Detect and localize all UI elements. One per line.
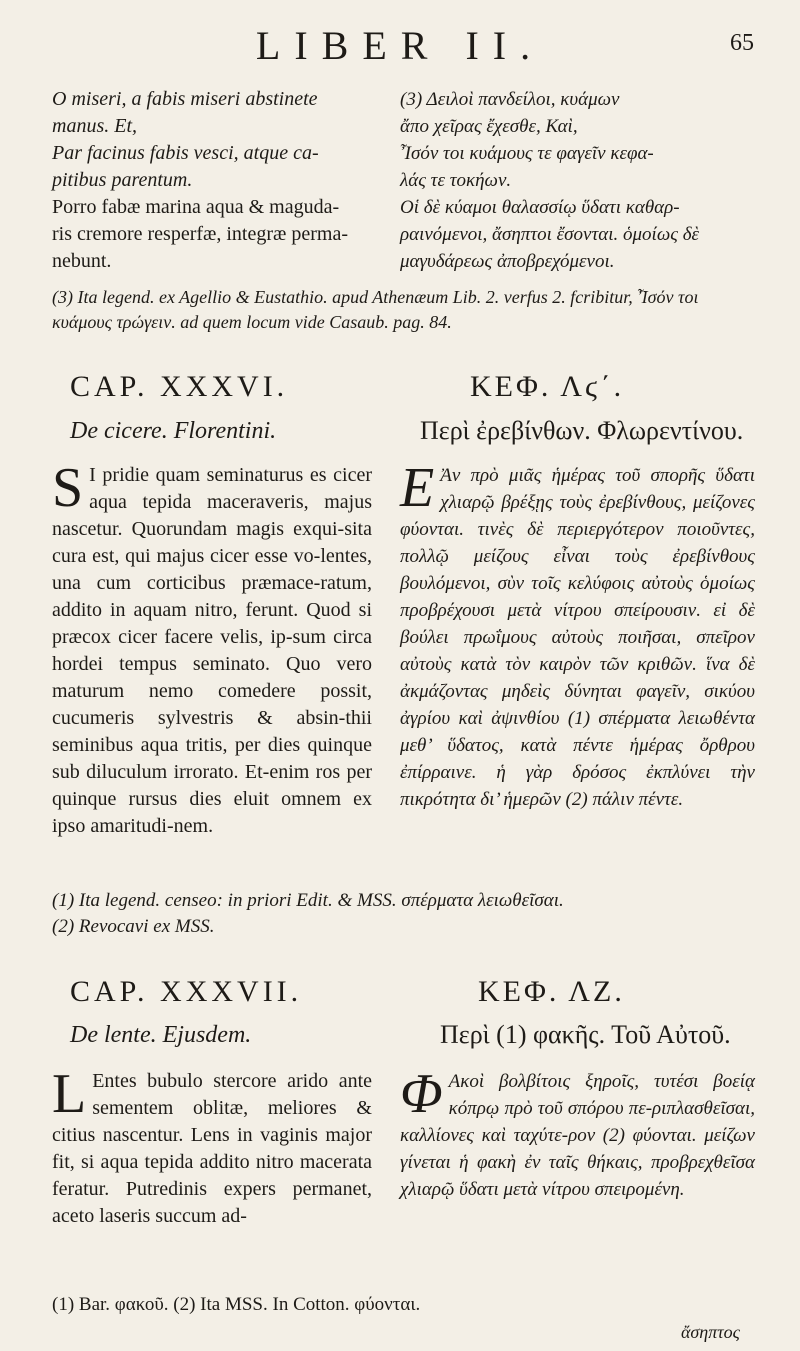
- latin-paragraph: [52, 1063, 372, 1230]
- top-greek-column: [400, 86, 755, 275]
- top-latin-line: pitibus parentum.: [52, 169, 193, 191]
- latin-chapter-heading: CAP. XXXVI.: [70, 370, 289, 403]
- running-head: [0, 22, 800, 72]
- greek-paragraph: [400, 457, 755, 813]
- greek-paragraph-text: Ακοὶ βολβίτοις ξηροῖς, τυτέσι βοείᾳ κόπρῳ πρὸ τοῦ σπόρου πε-ριπλασθεῖσαι, καλλίονες καὶ ταχύτε-ρον (2) φύονται. μείζων γίνεται ἡ φακὴ ἐν ταῖς θήκαις, προβρεχθεῖσα χλιαρῷ ὕδατι μετὰ νίτρου σπειρομένη.: [400, 1071, 755, 1200]
- latin-chapter-heading: CAP. XXXVII.: [70, 975, 303, 1008]
- top-greek-line: (3) Δειλοὶ πανδείλοι, κυάμων: [400, 89, 620, 110]
- latin-paragraph-text: I pridie quam seminaturus es cicer aqua tepida maceraveris, majus nascetur. Quorundam magis exqui-sita cura est, qui majus cicer esse vo-lentes, una cum corticibus præmace-ratum, addito in aquam nitro, ferunt. Quod si præcox cicer facere velis, ip-sum circa hordei tempus seminato. Quo vero maturum nemo comedere possit, cucumeris sylvestris & absin-thii seminibus aqua tritis, per dies quinque sub diluculum irrorato. Et-enim ros per quinque rursus dies eluit omnem ex ipso amaritudi-nem.: [52, 464, 372, 837]
- top-greek-line: ἄπο χεῖρας ἔχεσθε, Καὶ,: [400, 116, 578, 137]
- latin-chapter-text: [52, 1063, 372, 1230]
- greek-chapter-text: [400, 1063, 755, 1203]
- latin-chapter-subtitle: De lente. Ejusdem.: [70, 1022, 252, 1048]
- top-greek-line: λάς τε τοκήων.: [400, 170, 512, 191]
- latin-chapter-text: [52, 457, 372, 840]
- top-latin-line: Par facinus fabis vesci, atque ca-: [52, 142, 319, 164]
- top-latin-line: nebunt.: [52, 250, 112, 272]
- top-latin-column: [52, 86, 372, 275]
- drop-cap: Φ: [400, 1063, 443, 1125]
- greek-chapter-heading: ΚΕΦ. ΛΖ.: [478, 975, 625, 1008]
- catchword: ἄσηπτος: [680, 1322, 740, 1342]
- drop-cap: L: [52, 1063, 87, 1125]
- running-title: LIBER II.: [255, 23, 545, 68]
- top-greek-line: Οἱ δὲ κύαμοι θαλασσίῳ ὕδατι καθαρ-: [400, 197, 680, 218]
- greek-chapter-subtitle: Περὶ ἐρεβίνθων. Φλωρεντίνου.: [420, 416, 744, 445]
- greek-chapter-heading: ΚΕΦ. Λϛ΄.: [470, 370, 625, 403]
- footnote-1: (1) Ita legend. censeo: in priori Edit. & MSS. σπέρματα λειωθεῖσαι.: [52, 890, 564, 911]
- drop-cap: Ε: [400, 457, 435, 519]
- latin-paragraph: [52, 457, 372, 840]
- latin-paragraph-text: Entes bubulo stercore arido ante sementem oblitæ, meliores & citius nascentur. Lens in vaginis major fit, si aqua tepida addito nitro macerata feratur. Putredinis expers permanet, aceto laseris succum ad-: [52, 1070, 372, 1227]
- greek-chapter-subtitle: Περὶ (1) φακῆς. Τοῦ Αὐτοῦ.: [440, 1020, 731, 1049]
- latin-chapter-subtitle: De cicere. Florentini.: [70, 418, 277, 444]
- drop-cap: S: [52, 457, 84, 519]
- top-latin-line: manus. Et,: [52, 115, 137, 137]
- footnote-3: (3) Ita legend. ex Agellio & Eustathio. apud Athenæum Lib. 2. verfus 2. fcribitur, Ἶσόν τοι κυάμους τρώγειν. ad quem locum vide Casaub. pag. 84.: [52, 287, 699, 332]
- top-latin-line: ris cremore resperfæ, integræ perma-: [52, 223, 348, 245]
- top-latin-line: Porro fabæ marina aqua & maguda-: [52, 196, 340, 218]
- greek-paragraph-text: Ἀν πρὸ μιᾶς ἡμέρας τοῦ σπορῆς ὕδατι χλιαρῷ βρέξῃς τοὺς ἐρεβίνθους, μείζονες φύονται. τινὲς δὲ περιεργότερον ποιοῦντες, πολλῷ μείζους εἶναι τοὺς ἐρεβίνθους βουλόμενοι, σὺν τοῖς κελύφοις αὐτοὺς ὁμοίως προβρέχουσι μετὰ νίτρου σπείρουσιν. εἰ δὲ βούλει πρωΐμους αὐτοὺς ποιῆσαι, σπεῖρον αὐτοὺς κατὰ τὸν καιρὸν τῶν κριθῶν. ἵνα δὲ ἀκμάζοντας μηδεὶς δύνηται φαγεῖν, σικύου ἀγρίου καὶ ἀψινθίου (1) σπέρματα λειωθέντα μεθ’ ὕδατος, κατὰ πέντε ἡμέρας ὄρθρου ἐπίρραινε. ἡ γὰρ δρόσος ἐκπλύνει τὴν πικρότητα δι’ ἡμερῶν (2) πάλιν πέντε.: [400, 465, 755, 810]
- greek-paragraph: [400, 1063, 755, 1203]
- top-greek-line: ραινόμενοι, ἄσηπτοι ἔσονται. ὁμοίως δὲ: [400, 224, 700, 245]
- page-number: 65: [730, 30, 754, 56]
- top-latin-line: O miseri, a fabis miseri abstinete: [52, 88, 318, 110]
- greek-chapter-text: [400, 457, 755, 813]
- bottom-footnotes: (1) Bar. φακοῦ. (2) Ita MSS. In Cotton. φύονται.: [52, 1294, 421, 1315]
- top-greek-line: μαγυδάρεως ἀποβρεχόμενοι.: [400, 251, 615, 272]
- footnote-2: (2) Revocavi ex MSS.: [52, 916, 215, 937]
- top-greek-line: Ἶσόν τοι κυάμους τε φαγεῖν κεφα-: [400, 143, 654, 164]
